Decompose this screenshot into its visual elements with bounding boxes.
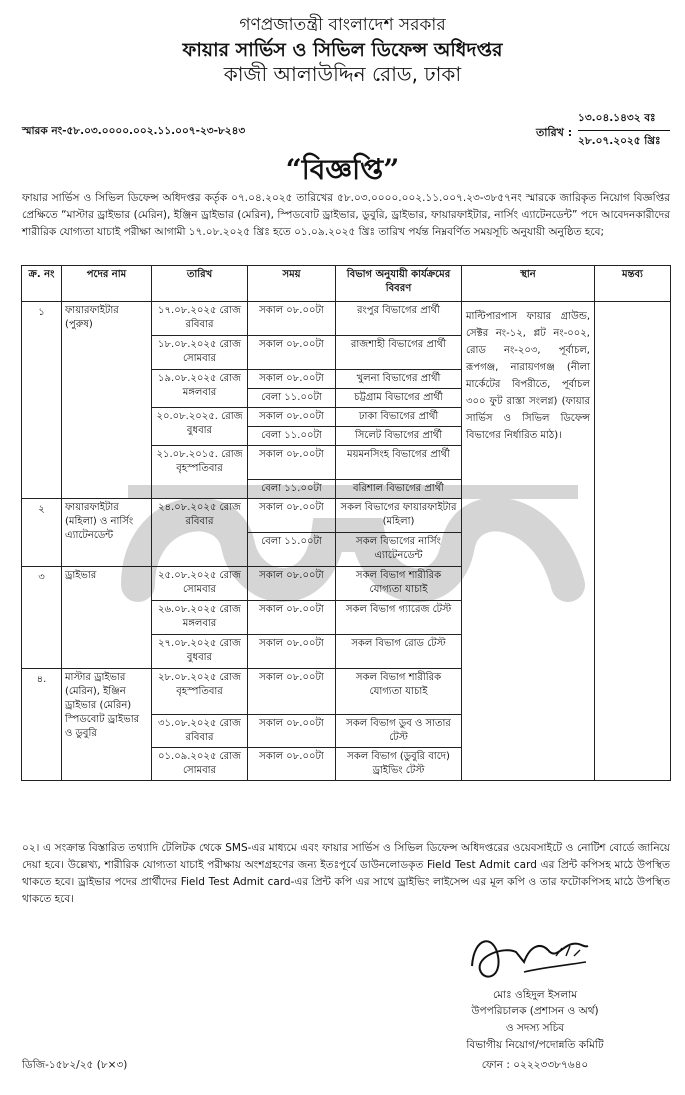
- cell-time: বেলা ১১.০০টা: [248, 533, 336, 567]
- table-header-row: [22, 266, 671, 302]
- cell-place: মাল্টিপারপাস ফায়ার গ্রাউন্ড, সেক্টর নং-১২, প্লট নং-০০২, রোড নং-২০৩, পূর্বাচল, রূপগঞ্জ, নারায়ণগঞ্জ (নীলা মার্কেটের বিপরীতে, পূর্বাচল ৩০০ ফুট রাস্তা সংলগ্ন) (ফায়ার সার্ভিস ও সিভিল ডিফেন্স বিভাগের নির্ধারিত মাঠ)।: [462, 302, 595, 781]
- schedule-body: [22, 302, 671, 781]
- cell-date: ২৪.০৮.২০২৫ রোজ রবিবার: [152, 499, 248, 567]
- note-paragraph: ০২। এ সংক্রান্ত বিস্তারিত তথ্যাদি টেলিটক থেকে SMS-এর মাধ্যমে এবং ফায়ার সার্ভিস ও সিভিল ডিফেন্স অধিদপ্তরের ওয়েবসাইটে ও নোটিশ বোর্ডে জানিয়ে দেয়া হবে। উল্লেখ্য, শারীরিক যোগ্যতা যাচাই পরীক্ষায় অংশগ্রহণের জন্য ইতঃপূর্বে ডাউনলোডকৃত Field Test Admit card এর প্রিন্ট কপিসহ মাঠে উপস্থিত থাকতে হবে। ড্রাইভার পদের প্রার্থীদের Field Test Admit card-এর প্রিন্ট কপি এর সাথে ড্রাইভিং লাইসেন্স এর মূল কপি ও তার ফটোকপিসহ মাঠে উপস্থিত থাকতে হবে।: [22, 842, 670, 905]
- cell-post: ফায়ারফাইটার (মহিলা) ও নার্সিং এ্যাটেনডেন্ট: [62, 499, 152, 567]
- notice-title: “বিজ্ঞপ্তি”: [285, 153, 400, 186]
- cell-division: রাজশাহী বিভাগের প্রার্থী: [336, 336, 462, 370]
- cell-post: ফায়ারফাইটার (পুরুষ): [62, 302, 152, 499]
- cell-division: খুলনা বিভাগের প্রার্থী: [336, 370, 462, 389]
- cell-division: সকল বিভাগ (ডুবুরি বাদে) ড্রাইভিং টেস্ট: [336, 748, 462, 781]
- date-label: তারিখ :: [536, 126, 573, 139]
- footer-code: ডিজি-১৫৮২/২৫ (৮×৩): [22, 1059, 128, 1071]
- cell-date: ০১.০৯.২০২৫ রোজ সোমবার: [152, 748, 248, 781]
- cell-time: সকাল ০৮.০০টা: [248, 715, 336, 748]
- cell-time: বেলা ১১.০০টা: [248, 480, 336, 499]
- cell-time: সকাল ০৮.০০টা: [248, 669, 336, 715]
- cell-post: ড্রাইভার: [62, 567, 152, 669]
- cell-division: ঢাকা বিভাগের প্রার্থী: [336, 408, 462, 427]
- cell-date: ১৯.০৮.২০২৫ রোজ মঙ্গলবার: [152, 370, 248, 408]
- cell-date: ২৫.০৮.২০২৫ রোজ সোমবার: [152, 567, 248, 601]
- signatory-phone: ফোন : ০২২২৩৩৮৭৬৪০: [481, 1059, 589, 1071]
- cell-division: রংপুর বিভাগের প্রার্থী: [336, 302, 462, 336]
- header-remarks: মন্তব্য: [595, 266, 671, 302]
- cell-sl: ২: [22, 499, 62, 567]
- table-row: [22, 302, 671, 336]
- cell-division: সকল বিভাগ শারীরিক যোগ্যতা যাচাই: [336, 567, 462, 601]
- header-sl: ক্র. নং: [22, 266, 62, 302]
- date-bangla: ১৩.০৪.১৪৩২ বঃ: [578, 111, 670, 131]
- header-time: সময়: [248, 266, 336, 302]
- header-place: স্থান: [462, 266, 595, 302]
- cell-date: ২৬.০৮.২০২৫ রোজ মঙ্গলবার: [152, 601, 248, 635]
- cell-remarks: [595, 302, 671, 781]
- department-name: ফায়ার সার্ভিস ও সিভিল ডিফেন্স অধিদপ্তর: [182, 39, 503, 61]
- signatory-role: ও সদস্য সচিব: [505, 1022, 565, 1034]
- schedule-table: [21, 265, 671, 781]
- cell-sl: ৩: [22, 567, 62, 669]
- header-date: তারিখ: [152, 266, 248, 302]
- cell-division: ময়মনসিংহ বিভাগের প্রার্থী: [336, 446, 462, 480]
- cell-sl: ৪.: [22, 669, 62, 781]
- signatory-committee: বিভাগীয় নিয়োগ/পদোন্নতি কমিটি: [466, 1039, 604, 1051]
- signatory-name: মোঃ ওহিদুল ইসলাম: [492, 989, 578, 1001]
- cell-division: সকল বিভাগের নার্সিং এ্যাটেনডেন্ট: [336, 533, 462, 567]
- cell-time: বেলা ১১.০০টা: [248, 427, 336, 446]
- cell-division: সকল বিভাগ গ্যারেজ টেস্ট: [336, 601, 462, 635]
- cell-time: সকাল ০৮.০০টা: [248, 302, 336, 336]
- date-gregorian: ২৮.০৭.২০২৫ খ্রিঃ: [578, 135, 661, 147]
- cell-time: সকাল ০৮.০০টা: [248, 499, 336, 533]
- cell-sl: ১: [22, 302, 62, 499]
- cell-time: সকাল ০৮.০০টা: [248, 446, 336, 480]
- intro-paragraph: ফায়ার সার্ভিস ও সিভিল ডিফেন্স অধিদপ্তর কর্তৃক ০৭.০৪.২০২৫ তারিখের ৫৮.০৩.০০০০.০০২.১১.০০৭.২৩-৩৮৫৭নং স্মারকে জারিকৃত নিয়োগ বিজ্ঞপ্তির প্রেক্ষিতে “মাস্টার ড্রাইভার (মেরিন), ইঞ্জিন ড্রাইভার (মেরিন), স্পিডবোট ড্রাইভার, ডুবুরি, ড্রাইভার, ফায়ারফাইটার, নার্সিং এ্যাটেনডেন্ট” পদে আবেদনকারীদের শারীরিক যোগ্যতা যাচাই পরীক্ষা আগামী ১৭.০৮.২০২৫ খ্রিঃ হতে ০১.০৯.২০২৫ খ্রিঃ তারিখ পর্যন্ত নিম্নবর্ণিত সময়সূচি অনুযায়ী অনুষ্ঠিত হবে;: [22, 192, 670, 238]
- department-address: কাজী আলাউদ্দিন রোড, ঢাকা: [223, 62, 462, 86]
- header-post: পদের নাম: [62, 266, 152, 302]
- memo-number: স্মারক নং-৫৮.০৩.০০০০.০০২.১১.০০৭-২৩-৮২৪৩: [22, 125, 246, 137]
- signatory-designation: উপপরিচালক (প্রশাসন ও অর্থ): [471, 1005, 599, 1017]
- signature-mark: [464, 926, 594, 988]
- cell-division: সকল বিভাগ শারীরিক যোগ্যতা যাচাই: [336, 669, 462, 715]
- cell-date: ১৮.০৮.২০২৫ রোজ সোমবার: [152, 336, 248, 370]
- cell-division: সকল বিভাগ রোড টেস্ট: [336, 635, 462, 669]
- cell-time: সকাল ০৮.০০টা: [248, 370, 336, 389]
- cell-date: ১৭.০৮.২০২৫ রোজ রবিবার: [152, 302, 248, 336]
- cell-date: ২০.০৮.২০২৫. রোজ বুধবার: [152, 408, 248, 446]
- cell-division: বরিশাল বিভাগের প্রার্থী: [336, 480, 462, 499]
- cell-time: সকাল ০৮.০০টা: [248, 336, 336, 370]
- cell-time: সকাল ০৮.০০টা: [248, 635, 336, 669]
- cell-division: সকল বিভাগের ফায়ারফাইটার (মহিলা): [336, 499, 462, 533]
- cell-date: ৩১.০৮.২০২৫ রোজ রবিবার: [152, 715, 248, 748]
- cell-division: সিলেট বিভাগের প্রার্থী: [336, 427, 462, 446]
- cell-time: সকাল ০৮.০০টা: [248, 408, 336, 427]
- government-name: গণপ্রজাতন্ত্রী বাংলাদেশ সরকার: [239, 15, 446, 35]
- cell-date: ২৭.০৮.২০২৫ রোজ বুধবার: [152, 635, 248, 669]
- cell-time: সকাল ০৮.০০টা: [248, 748, 336, 781]
- cell-division: চট্টগ্রাম বিভাগের প্রার্থী: [336, 389, 462, 408]
- header-division: বিভাগ অনুযায়ী কার্যক্রমের বিবরণ: [336, 266, 462, 302]
- cell-date: ২৮.০৮.২০২৫ রোজ বৃহস্পতিবার: [152, 669, 248, 715]
- memo-date: [578, 111, 670, 151]
- cell-post: মাস্টার ড্রাইভার (মেরিন), ইঞ্জিন ড্রাইভার (মেরিন) স্পিডবোট ড্রাইভার ও ডুবুরি: [62, 669, 152, 781]
- cell-time: সকাল ০৮.০০টা: [248, 601, 336, 635]
- cell-division: সকল বিভাগ ডুব ও সাতার টেস্ট: [336, 715, 462, 748]
- cell-time: সকাল ০৮.০০টা: [248, 567, 336, 601]
- cell-time: বেলা ১১.০০টা: [248, 389, 336, 408]
- cell-date: ২১.০৮.২০১৫. রোজ বৃহস্পতিবার: [152, 446, 248, 499]
